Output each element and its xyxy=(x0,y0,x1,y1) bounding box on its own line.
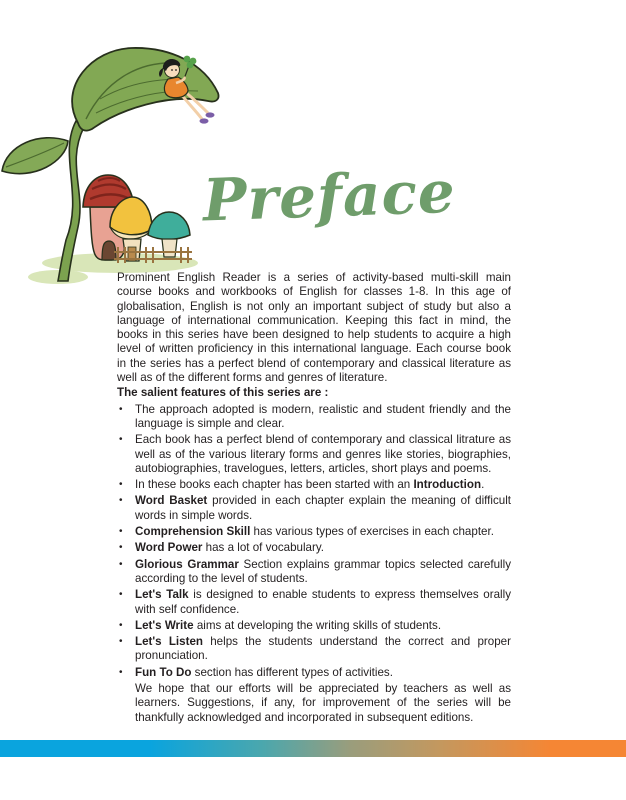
list-item xyxy=(117,588,511,617)
feature-text: Each book has a perfect blend of contemporary and classical litrature as well as of the various literary forms and genres like stories, biographies, autobiographies, travelogues, letters, articles, short plays and poems. xyxy=(135,433,511,475)
list-item xyxy=(117,666,511,680)
bullet-icon: • xyxy=(119,636,123,648)
teal-stem xyxy=(162,239,177,257)
clover-leaf-1 xyxy=(184,56,191,63)
bullet-icon: • xyxy=(119,542,123,554)
list-item xyxy=(117,494,511,523)
feature-text: Let's Write aims at developing the writing skills of students. xyxy=(135,618,442,632)
shoe-2 xyxy=(206,112,215,117)
closing-paragraph: We hope that our efforts will be appreciated by teachers as well as learners. Suggestions, if any, for improvement of the series will be thankfully acknowledged and incorporated in subsequent editions. xyxy=(135,682,511,724)
list-item xyxy=(117,433,511,476)
feature-text: Word Basket provided in each chapter explain the meaning of difficult words in simple words. xyxy=(135,494,512,522)
house-door xyxy=(102,241,116,260)
list-item xyxy=(117,619,511,633)
teal-mushroom xyxy=(148,212,190,257)
feature-text: The approach adopted is modern, realistic and student friendly and the language is simple and clear. xyxy=(135,402,511,430)
teal-cap xyxy=(148,212,190,240)
list-item xyxy=(117,558,511,587)
bullet-icon: • xyxy=(119,479,123,491)
feature-text: Let's Listen helps the students understand the correct and proper pronunciation. xyxy=(135,635,511,663)
feature-text: In these books each chapter has been started with an Introduction. xyxy=(135,478,485,492)
feature-text: Word Power has a lot of vocabulary. xyxy=(135,541,325,555)
features-list xyxy=(117,403,511,680)
girl-on-leaf-illustration xyxy=(0,35,235,290)
bullet-icon: • xyxy=(119,403,123,415)
bullet-icon: • xyxy=(119,619,123,631)
list-item xyxy=(117,478,511,492)
eye-1 xyxy=(171,69,173,71)
bullet-icon: • xyxy=(119,558,123,570)
bullet-icon: • xyxy=(119,495,123,507)
list-item xyxy=(117,525,511,539)
list-item xyxy=(117,403,511,432)
preface-content xyxy=(117,271,511,755)
bottom-gradient-bar xyxy=(0,740,626,757)
intro-paragraph: Prominent English Reader is a series of activity-based multi-skill main course books and workbooks of English for classes 1-8. In this age of globalisation, English is not only an important subject of study but also a language of international communication. Keeping this fact in mind, the books in this series have been designed to help students to acquire a high level of written proficiency in this international language. Each course book in the series has a perfect blend of contemporary and classical literature as well as of the different forms and genres of literature. xyxy=(117,271,511,385)
features-heading: The salient features of this series are : xyxy=(117,386,329,400)
eye-2 xyxy=(175,69,177,71)
feature-text: Fun To Do section has different types of activities. xyxy=(135,665,393,679)
clover-leaf-3 xyxy=(187,62,194,69)
feature-text: Comprehension Skill has various types of exercises in each chapter. xyxy=(135,525,494,539)
bullet-icon: • xyxy=(119,434,123,446)
bullet-icon: • xyxy=(119,526,123,538)
fence xyxy=(114,247,192,263)
feature-text: Let's Talk is designed to enable students to express themselves orally with self confidence. xyxy=(135,588,511,616)
list-item xyxy=(117,541,511,555)
bullet-icon: • xyxy=(119,589,123,601)
big-leaf xyxy=(72,48,218,131)
list-item xyxy=(117,635,511,664)
illustration-svg xyxy=(0,35,235,290)
page-title: Preface xyxy=(201,157,457,235)
feature-text: Glorious Grammar Section explains grammar topics selected carefully according to the level of students. xyxy=(135,557,511,585)
bullet-icon: • xyxy=(119,666,123,678)
shoe-1 xyxy=(200,118,209,123)
